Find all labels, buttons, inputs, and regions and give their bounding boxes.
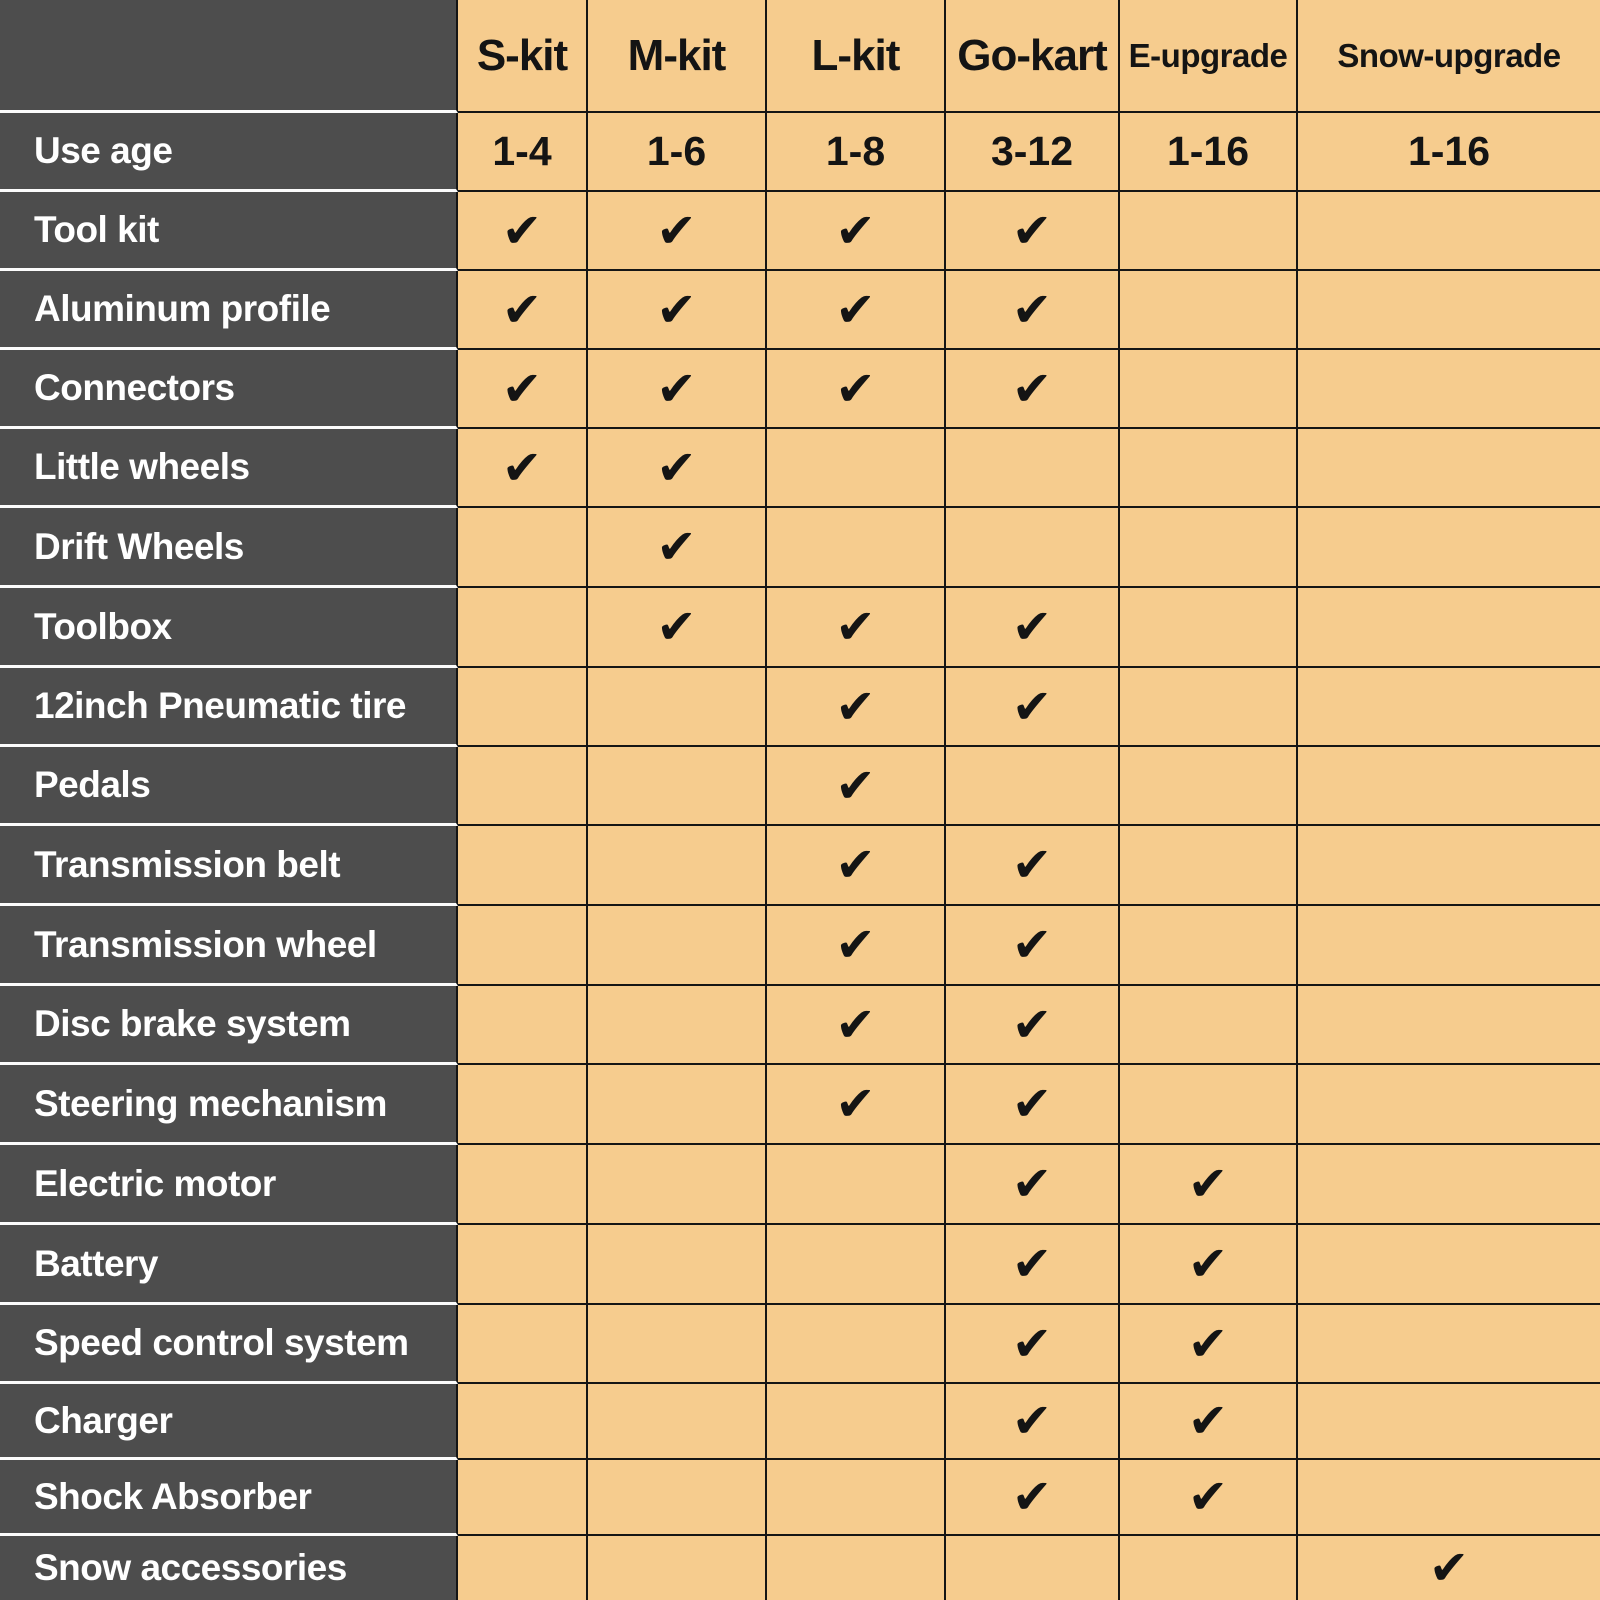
feature-cell bbox=[1120, 588, 1298, 668]
feature-cell: ✔ bbox=[458, 429, 588, 508]
feature-cell: ✔ bbox=[946, 350, 1120, 429]
feature-cell bbox=[588, 1065, 767, 1145]
feature-cell: ✔ bbox=[1120, 1145, 1298, 1225]
table-row bbox=[0, 350, 1600, 429]
feature-cell: ✔ bbox=[588, 508, 767, 588]
feature-cell: ✔ bbox=[1120, 1460, 1298, 1536]
feature-cell bbox=[1120, 906, 1298, 986]
feature-cell bbox=[1120, 508, 1298, 588]
feature-cell bbox=[767, 1145, 946, 1225]
feature-cell bbox=[1120, 192, 1298, 271]
feature-cell: ✔ bbox=[588, 350, 767, 429]
table-row bbox=[0, 906, 1600, 986]
feature-cell bbox=[1120, 986, 1298, 1065]
feature-cell bbox=[1298, 192, 1600, 271]
feature-cell bbox=[1298, 747, 1600, 826]
feature-cell bbox=[946, 508, 1120, 588]
table-row bbox=[0, 668, 1600, 747]
feature-cell bbox=[458, 1536, 588, 1600]
age-cell: 1-8 bbox=[767, 113, 946, 192]
feature-cell bbox=[946, 1536, 1120, 1600]
row-label: Charger bbox=[0, 1384, 458, 1460]
feature-cell: ✔ bbox=[946, 1065, 1120, 1145]
feature-cell bbox=[458, 1065, 588, 1145]
feature-cell bbox=[1120, 271, 1298, 350]
header-cell-go-kart: Go-kart bbox=[946, 0, 1120, 113]
feature-cell bbox=[767, 1225, 946, 1305]
corner-cell bbox=[0, 0, 458, 113]
row-label: Use age bbox=[0, 113, 458, 192]
feature-cell bbox=[1298, 1460, 1600, 1536]
feature-cell bbox=[588, 668, 767, 747]
table-row bbox=[0, 1065, 1600, 1145]
feature-cell: ✔ bbox=[588, 192, 767, 271]
feature-cell bbox=[588, 1305, 767, 1384]
feature-cell bbox=[458, 747, 588, 826]
row-label: Connectors bbox=[0, 350, 458, 429]
table-row bbox=[0, 1145, 1600, 1225]
row-label: Transmission wheel bbox=[0, 906, 458, 986]
header-cell-snow-upgrade: Snow-upgrade bbox=[1298, 0, 1600, 113]
table-row bbox=[0, 1225, 1600, 1305]
feature-cell: ✔ bbox=[767, 192, 946, 271]
feature-cell bbox=[1298, 508, 1600, 588]
table-row bbox=[0, 113, 1600, 192]
feature-cell bbox=[767, 429, 946, 508]
feature-cell bbox=[458, 986, 588, 1065]
feature-cell bbox=[1120, 747, 1298, 826]
feature-cell: ✔ bbox=[458, 192, 588, 271]
feature-cell: ✔ bbox=[767, 668, 946, 747]
feature-cell: ✔ bbox=[946, 1460, 1120, 1536]
age-cell: 1-16 bbox=[1298, 113, 1600, 192]
feature-cell bbox=[1298, 826, 1600, 906]
feature-cell bbox=[588, 826, 767, 906]
feature-cell bbox=[458, 1145, 588, 1225]
feature-cell bbox=[1298, 986, 1600, 1065]
row-label: Disc brake system bbox=[0, 986, 458, 1065]
feature-cell: ✔ bbox=[767, 350, 946, 429]
feature-cell: ✔ bbox=[1120, 1384, 1298, 1460]
table-row bbox=[0, 429, 1600, 508]
feature-cell bbox=[588, 1384, 767, 1460]
feature-cell: ✔ bbox=[946, 192, 1120, 271]
feature-cell bbox=[767, 1536, 946, 1600]
feature-cell bbox=[946, 429, 1120, 508]
row-label: Transmission belt bbox=[0, 826, 458, 906]
table-row bbox=[0, 508, 1600, 588]
feature-cell bbox=[588, 986, 767, 1065]
table-row bbox=[0, 747, 1600, 826]
row-label: Little wheels bbox=[0, 429, 458, 508]
feature-cell bbox=[1298, 1065, 1600, 1145]
feature-cell: ✔ bbox=[946, 271, 1120, 350]
row-label: Speed control system bbox=[0, 1305, 458, 1384]
feature-cell bbox=[1120, 350, 1298, 429]
feature-cell: ✔ bbox=[946, 1225, 1120, 1305]
feature-cell bbox=[1120, 1536, 1298, 1600]
age-cell: 1-6 bbox=[588, 113, 767, 192]
feature-cell: ✔ bbox=[588, 271, 767, 350]
feature-cell: ✔ bbox=[767, 1065, 946, 1145]
feature-cell: ✔ bbox=[767, 906, 946, 986]
feature-cell: ✔ bbox=[1120, 1225, 1298, 1305]
row-label: Battery bbox=[0, 1225, 458, 1305]
feature-cell: ✔ bbox=[946, 986, 1120, 1065]
feature-cell: ✔ bbox=[946, 668, 1120, 747]
feature-cell bbox=[588, 747, 767, 826]
feature-cell bbox=[767, 1460, 946, 1536]
feature-cell bbox=[458, 906, 588, 986]
row-label: Electric motor bbox=[0, 1145, 458, 1225]
feature-cell bbox=[1298, 1305, 1600, 1384]
feature-cell bbox=[458, 1460, 588, 1536]
row-label: 12inch Pneumatic tire bbox=[0, 668, 458, 747]
header-cell-e-upgrade: E-upgrade bbox=[1120, 0, 1298, 113]
feature-cell: ✔ bbox=[946, 588, 1120, 668]
feature-cell bbox=[458, 1305, 588, 1384]
feature-cell bbox=[458, 826, 588, 906]
row-label: Aluminum profile bbox=[0, 271, 458, 350]
feature-cell: ✔ bbox=[458, 350, 588, 429]
feature-cell bbox=[588, 906, 767, 986]
feature-cell bbox=[458, 1225, 588, 1305]
feature-cell bbox=[1298, 588, 1600, 668]
feature-cell: ✔ bbox=[946, 906, 1120, 986]
feature-cell bbox=[458, 588, 588, 668]
feature-cell bbox=[767, 1384, 946, 1460]
row-label: Pedals bbox=[0, 747, 458, 826]
feature-cell: ✔ bbox=[588, 429, 767, 508]
feature-cell bbox=[767, 508, 946, 588]
feature-cell: ✔ bbox=[1120, 1305, 1298, 1384]
row-label: Toolbox bbox=[0, 588, 458, 668]
table-row bbox=[0, 1536, 1600, 1600]
feature-cell bbox=[1298, 429, 1600, 508]
age-cell: 1-16 bbox=[1120, 113, 1298, 192]
feature-cell: ✔ bbox=[1298, 1536, 1600, 1600]
header-cell-m-kit: M-kit bbox=[588, 0, 767, 113]
feature-cell bbox=[588, 1225, 767, 1305]
feature-cell: ✔ bbox=[946, 1145, 1120, 1225]
feature-cell bbox=[588, 1145, 767, 1225]
feature-cell bbox=[1298, 1225, 1600, 1305]
feature-cell bbox=[1298, 906, 1600, 986]
table-row bbox=[0, 1305, 1600, 1384]
feature-cell bbox=[1298, 1384, 1600, 1460]
feature-cell bbox=[458, 508, 588, 588]
feature-cell bbox=[458, 1384, 588, 1460]
row-label: Steering mechanism bbox=[0, 1065, 458, 1145]
table-row bbox=[0, 1384, 1600, 1460]
row-label: Tool kit bbox=[0, 192, 458, 271]
table-row bbox=[0, 986, 1600, 1065]
feature-cell: ✔ bbox=[767, 747, 946, 826]
feature-cell bbox=[1298, 1145, 1600, 1225]
row-label: Drift Wheels bbox=[0, 508, 458, 588]
feature-cell: ✔ bbox=[946, 826, 1120, 906]
feature-cell: ✔ bbox=[767, 986, 946, 1065]
feature-cell: ✔ bbox=[946, 1305, 1120, 1384]
feature-cell bbox=[1120, 826, 1298, 906]
feature-cell: ✔ bbox=[767, 588, 946, 668]
feature-cell bbox=[458, 668, 588, 747]
row-label: Snow accessories bbox=[0, 1536, 458, 1600]
table-row bbox=[0, 271, 1600, 350]
feature-cell: ✔ bbox=[767, 271, 946, 350]
table-row bbox=[0, 588, 1600, 668]
age-cell: 1-4 bbox=[458, 113, 588, 192]
feature-cell: ✔ bbox=[458, 271, 588, 350]
age-cell: 3-12 bbox=[946, 113, 1120, 192]
row-label: Shock Absorber bbox=[0, 1460, 458, 1536]
feature-cell: ✔ bbox=[767, 826, 946, 906]
feature-cell bbox=[946, 747, 1120, 826]
table-row bbox=[0, 1460, 1600, 1536]
feature-cell bbox=[1298, 350, 1600, 429]
table-row bbox=[0, 826, 1600, 906]
feature-cell bbox=[1120, 668, 1298, 747]
feature-cell bbox=[1120, 429, 1298, 508]
feature-cell bbox=[1298, 271, 1600, 350]
table-header-row bbox=[0, 0, 1600, 113]
feature-cell bbox=[1298, 668, 1600, 747]
feature-cell bbox=[588, 1460, 767, 1536]
header-cell-l-kit: L-kit bbox=[767, 0, 946, 113]
feature-cell: ✔ bbox=[588, 588, 767, 668]
table-row bbox=[0, 192, 1600, 271]
feature-cell bbox=[588, 1536, 767, 1600]
feature-cell: ✔ bbox=[946, 1384, 1120, 1460]
feature-cell bbox=[1120, 1065, 1298, 1145]
header-cell-s-kit: S-kit bbox=[458, 0, 588, 113]
feature-cell bbox=[767, 1305, 946, 1384]
